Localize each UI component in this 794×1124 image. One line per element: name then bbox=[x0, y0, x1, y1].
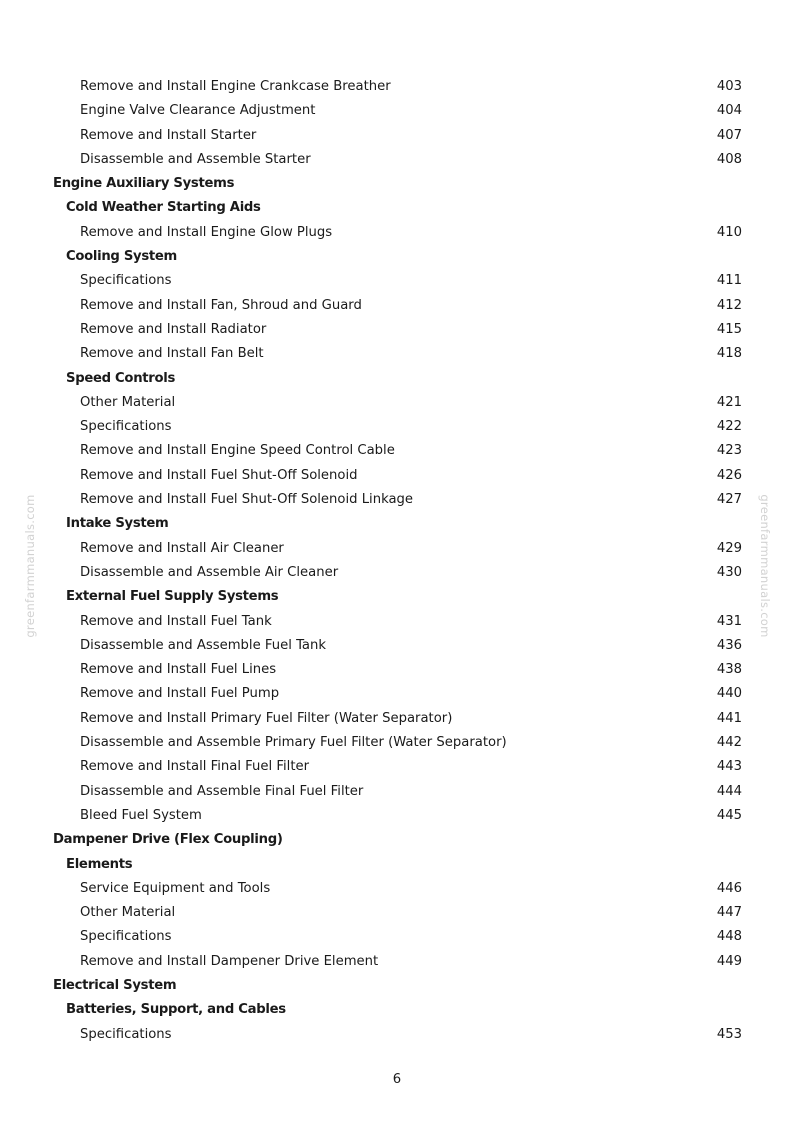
toc-entry-page-number[interactable]: 440 bbox=[716, 686, 742, 702]
page-number: 6 bbox=[392, 1072, 402, 1087]
toc-entry-title[interactable]: Remove and Install Final Fuel Filter bbox=[80, 759, 310, 775]
toc-entry-title[interactable]: Remove and Install Engine Speed Control Cable bbox=[80, 443, 395, 459]
toc-entry-title: Speed Controls bbox=[66, 370, 176, 386]
toc-section-heading bbox=[0, 974, 794, 998]
toc-subsection-heading bbox=[0, 245, 794, 269]
toc-entry-title[interactable]: Disassemble and Assemble Primary Fuel Filter (Water Separator) bbox=[80, 735, 507, 751]
toc-section-heading bbox=[0, 172, 794, 196]
toc-entry-page-number[interactable]: 415 bbox=[716, 321, 742, 337]
toc-entry-page-number[interactable]: 430 bbox=[716, 564, 742, 580]
toc-entry-title: Cooling System bbox=[66, 249, 177, 265]
toc-entry[interactable] bbox=[0, 682, 794, 706]
toc-entry-page-number[interactable]: 449 bbox=[716, 953, 742, 969]
toc-entry[interactable] bbox=[0, 342, 794, 366]
toc-entry[interactable] bbox=[0, 780, 794, 804]
toc-entry-title: Batteries, Support, and Cables bbox=[66, 1002, 286, 1018]
toc-entry[interactable] bbox=[0, 537, 794, 561]
toc-entry-title[interactable]: Remove and Install Fuel Shut-Off Solenoid Linkage bbox=[80, 492, 414, 508]
toc-entry-page-number[interactable]: 426 bbox=[716, 467, 742, 483]
toc-entry-title[interactable]: Remove and Install Fuel Tank bbox=[80, 613, 272, 629]
toc-entry-title[interactable]: Service Equipment and Tools bbox=[80, 880, 271, 896]
toc-entry-page-number[interactable]: 436 bbox=[716, 637, 742, 653]
toc-entry-page-number[interactable]: 403 bbox=[716, 79, 742, 94]
toc-entry-title[interactable]: Remove and Install Starter bbox=[80, 127, 257, 143]
toc-entry-title[interactable]: Remove and Install Fan, Shroud and Guard bbox=[80, 297, 362, 313]
toc-entry-title[interactable]: Remove and Install Dampener Drive Element bbox=[80, 953, 379, 969]
toc-entry[interactable] bbox=[0, 925, 794, 949]
toc-entry[interactable] bbox=[0, 561, 794, 585]
toc-entry-title: Engine Auxiliary Systems bbox=[53, 176, 235, 192]
toc-entry-title[interactable]: Disassemble and Assemble Fuel Tank bbox=[80, 637, 327, 653]
toc-entry[interactable] bbox=[0, 950, 794, 974]
toc-entry-title[interactable]: Remove and Install Primary Fuel Filter (Water Separator) bbox=[80, 710, 453, 726]
toc-entry-title: Cold Weather Starting Aids bbox=[66, 200, 261, 216]
toc-entry-title[interactable]: Remove and Install Engine Glow Plugs bbox=[80, 224, 333, 240]
toc-entry-title[interactable]: Other Material bbox=[80, 905, 176, 921]
toc-entry[interactable] bbox=[0, 269, 794, 293]
toc-entry[interactable] bbox=[0, 75, 794, 99]
toc-entry-title[interactable]: Remove and Install Fuel Lines bbox=[80, 662, 277, 678]
toc-entry-title[interactable]: Bleed Fuel System bbox=[80, 807, 202, 823]
toc-subsection-heading bbox=[0, 998, 794, 1022]
toc-entry-title[interactable]: Specifications bbox=[80, 929, 172, 945]
toc-entry-page-number[interactable]: 407 bbox=[716, 127, 742, 143]
toc-entry-title: Elements bbox=[66, 856, 133, 872]
toc-subsection-heading bbox=[0, 853, 794, 877]
toc-entry-page-number[interactable]: 442 bbox=[716, 735, 742, 751]
toc-entry-title[interactable]: Specifications bbox=[80, 273, 172, 289]
watermark-left: greenfarmmanuals.com bbox=[23, 494, 37, 638]
toc-entry[interactable] bbox=[0, 877, 794, 901]
toc-entry[interactable] bbox=[0, 804, 794, 828]
toc-entry-page-number[interactable]: 441 bbox=[716, 710, 742, 726]
toc-entry-page-number[interactable]: 421 bbox=[716, 394, 742, 410]
toc-entry[interactable] bbox=[0, 731, 794, 755]
toc-entry[interactable] bbox=[0, 318, 794, 342]
toc-entry-title[interactable]: Specifications bbox=[80, 419, 172, 435]
toc-entry[interactable] bbox=[0, 439, 794, 463]
toc-entry-page-number[interactable]: 453 bbox=[716, 1026, 742, 1042]
toc-entry[interactable] bbox=[0, 415, 794, 439]
toc-entry-title: External Fuel Supply Systems bbox=[66, 589, 279, 605]
toc-entry-page-number[interactable]: 438 bbox=[716, 662, 742, 678]
toc-entry-page-number[interactable]: 446 bbox=[716, 880, 742, 896]
toc-entry-page-number[interactable]: 408 bbox=[716, 151, 742, 167]
toc-entry[interactable] bbox=[0, 1023, 794, 1047]
toc-entry-page-number[interactable]: 444 bbox=[716, 783, 742, 799]
toc-entry-page-number[interactable]: 411 bbox=[716, 273, 742, 289]
toc-entry-page-number[interactable]: 427 bbox=[716, 492, 742, 508]
toc-entry[interactable] bbox=[0, 610, 794, 634]
watermark-right: greenfarmmanuals.com bbox=[758, 494, 772, 638]
toc-entry[interactable] bbox=[0, 634, 794, 658]
toc-entry-page-number[interactable]: 412 bbox=[716, 297, 742, 313]
toc-entry[interactable] bbox=[0, 707, 794, 731]
toc-entry[interactable] bbox=[0, 464, 794, 488]
toc-entry-title[interactable]: Remove and Install Fuel Pump bbox=[80, 686, 280, 702]
toc-entry-page-number[interactable]: 443 bbox=[716, 759, 742, 775]
toc-entry-title[interactable]: Remove and Install Radiator bbox=[80, 321, 267, 337]
toc-entry-page-number[interactable]: 404 bbox=[716, 103, 742, 119]
toc-entry-page-number[interactable]: 448 bbox=[716, 929, 742, 945]
toc-entry[interactable] bbox=[0, 124, 794, 148]
toc-subsection-heading bbox=[0, 512, 794, 536]
toc-subsection-heading bbox=[0, 585, 794, 609]
toc-entry-title[interactable]: Disassemble and Assemble Starter bbox=[80, 151, 311, 167]
toc-entry-title[interactable]: Remove and Install Air Cleaner bbox=[80, 540, 284, 556]
toc-entry-title: Dampener Drive (Flex Coupling) bbox=[53, 832, 283, 848]
toc-entry-title[interactable]: Disassemble and Assemble Final Fuel Filter bbox=[80, 783, 364, 799]
toc-entry-title[interactable]: Remove and Install Engine Crankcase Breather bbox=[80, 79, 391, 94]
toc-entry-page-number[interactable]: 418 bbox=[716, 346, 742, 362]
toc-entry[interactable] bbox=[0, 755, 794, 779]
toc-entry[interactable] bbox=[0, 294, 794, 318]
toc-entry-title[interactable]: Other Material bbox=[80, 394, 176, 410]
toc-entry-page-number[interactable]: 429 bbox=[716, 540, 742, 556]
toc-entry-page-number[interactable]: 447 bbox=[716, 905, 742, 921]
toc-entry-title: Intake System bbox=[66, 516, 169, 532]
toc-section-heading bbox=[0, 828, 794, 852]
toc-entry-title[interactable]: Remove and Install Fan Belt bbox=[80, 346, 264, 362]
toc-entry-title[interactable]: Specifications bbox=[80, 1026, 172, 1042]
toc-entry[interactable] bbox=[0, 221, 794, 245]
toc-entry-title[interactable]: Engine Valve Clearance Adjustment bbox=[80, 103, 316, 119]
toc-entry[interactable] bbox=[0, 148, 794, 172]
toc-entry-page-number[interactable]: 410 bbox=[716, 224, 742, 240]
toc-entry[interactable] bbox=[0, 99, 794, 123]
toc-subsection-heading bbox=[0, 196, 794, 220]
toc-entry[interactable] bbox=[0, 901, 794, 925]
toc-entry-page-number[interactable]: 445 bbox=[716, 807, 742, 823]
toc-entry[interactable] bbox=[0, 488, 794, 512]
toc-entry-page-number[interactable]: 422 bbox=[716, 419, 742, 435]
toc-entry-page-number[interactable]: 431 bbox=[716, 613, 742, 629]
toc-entry-page-number[interactable]: 423 bbox=[716, 443, 742, 459]
toc-entry[interactable] bbox=[0, 658, 794, 682]
toc-entry-title: Electrical System bbox=[53, 977, 177, 993]
toc-subsection-heading bbox=[0, 367, 794, 391]
toc-entry-title[interactable]: Disassemble and Assemble Air Cleaner bbox=[80, 564, 339, 580]
toc-entry[interactable] bbox=[0, 391, 794, 415]
toc-entry-title[interactable]: Remove and Install Fuel Shut-Off Solenoid bbox=[80, 467, 358, 483]
table-of-contents bbox=[0, 75, 794, 1047]
